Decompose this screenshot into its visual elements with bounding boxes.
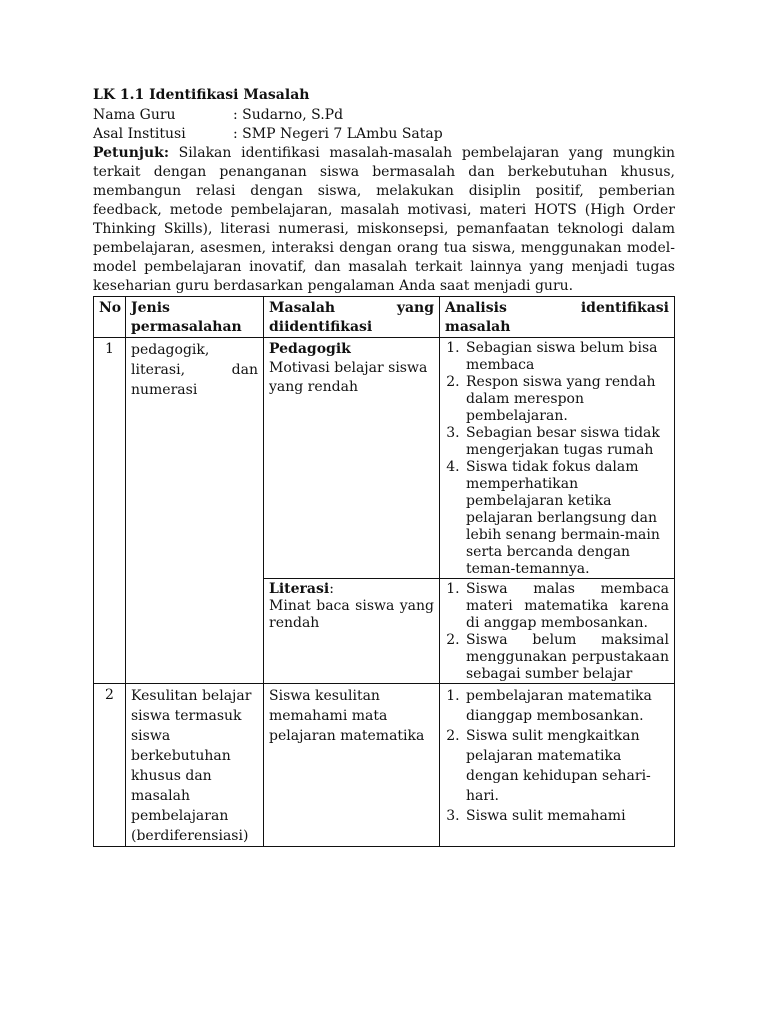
list-item: 3. Sebagian besar siswa tidak mengerjakan tugas rumah	[464, 425, 669, 459]
sub-title-pedagogik: Pedagogik	[269, 341, 351, 357]
list-item: 3. Siswa sulit memahami	[464, 806, 669, 826]
header-analisis-line1	[445, 299, 669, 318]
list-item: 2. Siswa belum maksimal menggunakan perpustakaan sebagai sumber belajar	[464, 632, 669, 683]
row-masalah-pedagogik	[264, 338, 440, 579]
row-analisis-literasi	[440, 579, 675, 684]
header-analisis	[440, 297, 675, 338]
document-content	[93, 86, 675, 847]
instruction-text: Silakan identifikasi masalah-masalah pembelajaran yang mungkin terkait dengan penanganan siswa bermasalah dan berkebutuhan khusus, membangun relasi dengan siswa, melakukan disiplin positif, pemberian feedback, metode pembelajaran, masalah motivasi, materi HOTS (High Order Thinking Skills), literasi numerasi, miskonsepsi, pemanfaatan teknologi dalam pembelajaran, asesmen, interaksi dengan orang tua siswa, menggunakan model-model pembelajaran inovatif, dan masalah terkait lainnya yang menjadi tugas keseharian guru berdasarkan pengalaman Anda saat menjadi guru.	[93, 145, 675, 294]
analisis-list	[445, 686, 669, 826]
header-analisis-word: Analisis	[445, 300, 507, 316]
row-jenis: Kesulitan belajar siswa termasuk siswa berkebutuhan khusus dan masalah pembelajaran (berdiferensiasi)	[126, 684, 264, 847]
info-row-asal-institusi	[93, 125, 675, 144]
info-label: Nama Guru	[93, 107, 176, 123]
table-header-row	[94, 297, 675, 338]
row-analisis-pedagogik	[440, 338, 675, 579]
identification-table	[93, 296, 675, 847]
header-jenis-line1: Jenis	[131, 300, 170, 316]
sub-title-suffix: :	[329, 581, 334, 597]
sub-text: Minat baca siswa yang rendah	[269, 598, 434, 631]
header-analisis-line2: masalah	[445, 319, 511, 335]
row-jenis-line: numerasi	[131, 382, 198, 398]
header-masalah-line2: diidentifikasi	[269, 319, 373, 335]
row-masalah-literasi	[264, 579, 440, 684]
header-masalah-word: Masalah	[269, 300, 336, 316]
document-title: LK 1.1 Identifikasi Masalah	[93, 87, 310, 103]
row-jenis-word: literasi,	[131, 362, 186, 378]
analisis-list	[445, 581, 669, 683]
list-item: 4. Siswa tidak fokus dalam memperhatikan pembelajaran ketika pelajaran berlangsung dan lebih senang bermain-main serta bercanda dengan teman-temannya.	[464, 459, 669, 578]
row-jenis-line: pedagogik,	[131, 342, 210, 358]
info-label: Asal Institusi	[93, 126, 186, 142]
sub-title-literasi: Literasi	[269, 581, 330, 597]
sub-text: Motivasi belajar siswa yang rendah	[269, 360, 428, 395]
row-no: 2	[94, 684, 126, 847]
list-item: 1. Siswa malas membaca materi matematika karena di anggap membosankan.	[464, 581, 669, 632]
header-masalah-line1	[269, 299, 434, 318]
info-value: : Sudarno, S.Pd	[233, 107, 344, 123]
row-jenis	[126, 338, 264, 684]
instruction-paragraph	[93, 144, 675, 296]
list-item: 2. Siswa sulit mengkaitkan pelajaran matematika dengan kehidupan sehari-hari.	[464, 726, 669, 806]
analisis-list	[445, 340, 669, 578]
row-no: 1	[94, 338, 126, 684]
row-analisis	[440, 684, 675, 847]
row-masalah: Siswa kesulitan memahami mata pelajaran matematika	[264, 684, 440, 847]
table-row	[94, 684, 675, 847]
table-row	[94, 338, 675, 579]
row-jenis-word: dan	[231, 362, 258, 378]
header-masalah	[264, 297, 440, 338]
info-value: : SMP Negeri 7 LAmbu Satap	[233, 126, 443, 142]
header-jenis	[126, 297, 264, 338]
header-analisis-word: identifikasi	[580, 300, 669, 316]
sub-title-literasi-line	[269, 581, 434, 598]
list-item: 2. Respon siswa yang rendah dalam merespon pembelajaran.	[464, 374, 669, 425]
instruction-label: Petunjuk:	[93, 145, 169, 161]
list-item: 1. Sebagian siswa belum bisa membaca	[464, 340, 669, 374]
header-jenis-line2: permasalahan	[131, 319, 242, 335]
info-row-nama-guru	[93, 106, 675, 125]
row-jenis-line	[131, 360, 258, 380]
header-no: No	[94, 297, 126, 338]
list-item: 1. pembelajaran matematika dianggap membosankan.	[464, 686, 669, 726]
header-masalah-word: yang	[396, 300, 434, 316]
